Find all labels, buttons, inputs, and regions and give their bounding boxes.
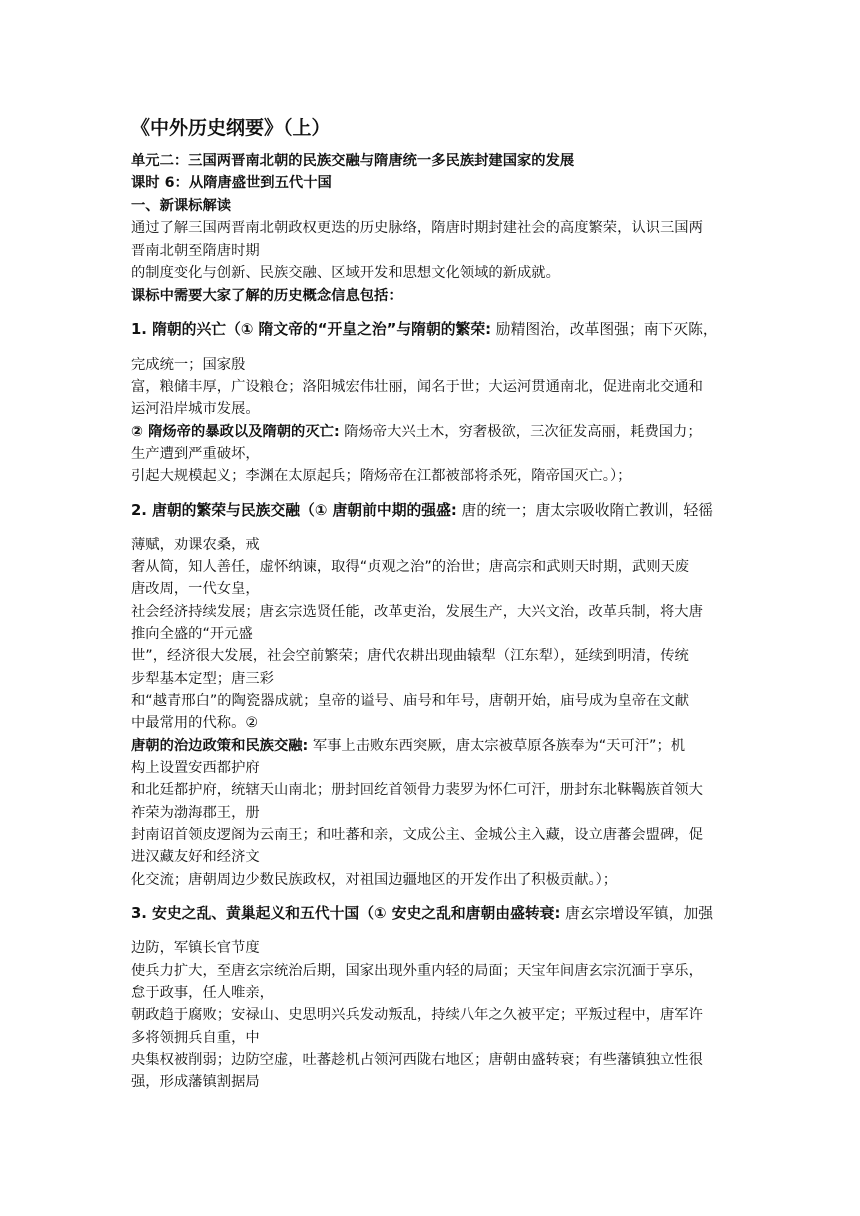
paragraph-3-line: 强，形成藩镇割据局 [131,1074,260,1090]
paragraph-2-line: 薄赋，劝课农桑，戒 [131,537,260,553]
paragraph-1-lead [131,321,718,339]
paragraph-2-line: 社会经济持续发展；唐玄宗选贤任能，改革吏治，发展生产，大兴文治，改革兵制，将大唐 [131,604,703,620]
paragraph-3-line: 多将领拥兵自重，中 [131,1030,260,1046]
paragraph-3-lead [131,905,713,923]
intro-line: 晋南北朝至隋唐时期 [131,243,260,259]
paragraph-3-line: 边防，军镇长官节度 [131,940,260,956]
paragraph-1-sub2 [131,423,702,441]
paragraph-2-sub2 [131,737,685,755]
paragraph-2-line: 进汉藏友好和经济文 [131,849,260,865]
paragraph-2-line: 构上设置安西都护府 [131,760,260,776]
paragraph-2-line: 和北廷都护府，统辖天山南北；册封回纥首领骨力裴罗为怀仁可汗，册封东北靺鞨族首领大 [131,782,703,798]
paragraph-2-line: 中最常用的代称。② [131,715,259,731]
paragraph-1-line: 富，粮储丰厚，广设粮仓；洛阳城宏伟壮丽，闻名于世；大运河贯通南北，促进南北交通和 [131,379,703,395]
paragraph-1-sub2-bold: ② 隋炀帝的暴政以及隋朝的灭亡: [131,424,340,440]
paragraph-3-lead-rest: 唐玄宗增设军镇，加强 [560,905,714,922]
paragraph-2-line: 封南诏首领皮逻阁为云南王；和吐蕃和亲，文成公主、金城公主入藏，设立唐蕃会盟碑，促 [131,827,703,843]
lesson-heading: 课时 6：从隋唐盛世到五代十国 [131,175,332,191]
paragraph-1-lead-rest: 励精图治，改革图强；南下灭陈， [491,321,718,338]
paragraph-1-line: 完成统一；国家殷 [131,357,246,373]
paragraph-2-sub2-bold: 唐朝的治边政策和民族交融: [131,738,309,754]
paragraph-2-lead-bold: 2. 唐朝的繁荣与民族交融（① 唐朝前中期的强盛: [131,502,457,519]
paragraph-3-lead-bold: 3. 安史之乱、黄巢起义和五代十国（① 安史之乱和唐朝由盛转衰: [131,905,561,922]
unit-heading: 单元二：三国两晋南北朝的民族交融与隋唐统一多民族封建国家的发展 [131,153,575,169]
paragraph-1-line: 生产遭到严重破坏， [131,446,260,462]
intro-line: 通过了解三国两晋南北朝政权更迭的历史脉络，隋唐时期封建社会的高度繁荣，认识三国两 [131,220,703,236]
paragraph-2-line: 唐改周，一代女皇， [131,581,260,597]
paragraph-3-line: 央集权被削弱；边防空虚，吐蕃趁机占领河西陇右地区；唐朝由盛转衰；有些藩镇独立性很 [131,1052,703,1068]
paragraph-3-line: 使兵力扩大，至唐玄宗统治后期，国家出现外重内轻的局面；天宝年间唐玄宗沉湎于享乐， [131,963,703,979]
paragraph-2-line: 推向全盛的“开元盛 [131,626,253,642]
paragraph-3-line: 怠于政事，任人唯亲， [131,985,274,1001]
paragraph-1-sub2-rest: 隋炀帝大兴土木，穷奢极欲，三次征发高丽，耗费国力； [339,424,702,440]
paragraph-2-lead [131,502,713,520]
paragraph-1-line: 运河沿岸城市发展。 [131,401,260,417]
document-title: 《中外历史纲要》（上） [131,117,331,139]
intro-line: 的制度变化与创新、民族交融、区域开发和思想文化领域的新成就。 [131,265,560,281]
paragraph-2-line: 世”，经济很大发展，社会空前繁荣；唐代农耕出现曲辕犁（江东犁），延续到明清，传统 [131,648,689,664]
paragraph-2-line: 步犁基本定型；唐三彩 [131,671,274,687]
paragraph-2-lead-rest: 唐的统一；唐太宗吸收隋亡教训，轻徭 [456,502,714,519]
section-heading: 一、新课标解读 [131,198,232,214]
concepts-heading: 课标中需要大家了解的历史概念信息包括： [131,288,403,304]
paragraph-1-lead-bold: 1. 隋朝的兴亡（① 隋文帝的“开皇之治”与隋朝的繁荣: [131,321,492,338]
paragraph-2-line: 和“越青邢白”的陶瓷器成就；皇帝的谥号、庙号和年号，唐朝开始，庙号成为皇帝在文献 [131,693,690,709]
paragraph-2-line: 祚荣为渤海郡王，册 [131,805,260,821]
paragraph-2-line: 化交流；唐朝周边少数民族政权，对祖国边疆地区的开发作出了积极贡献。）； [131,872,618,888]
paragraph-2-sub2-rest: 军事上击败东西突厥，唐太宗被草原各族奉为“天可汗”；机 [308,738,686,754]
paragraph-3-line: 朝政趋于腐败；安禄山、史思明兴兵发动叛乱，持续八年之久被平定；平叛过程中，唐军许 [131,1007,703,1023]
paragraph-2-line: 奢从简，知人善任，虚怀纳谏，取得“贞观之治”的治世；唐高宗和武则天时期，武则天废 [131,559,690,575]
paragraph-1-line: 引起大规模起义；李渊在太原起兵；隋炀帝在江都被部将杀死，隋帝国灭亡。）； [131,468,632,484]
